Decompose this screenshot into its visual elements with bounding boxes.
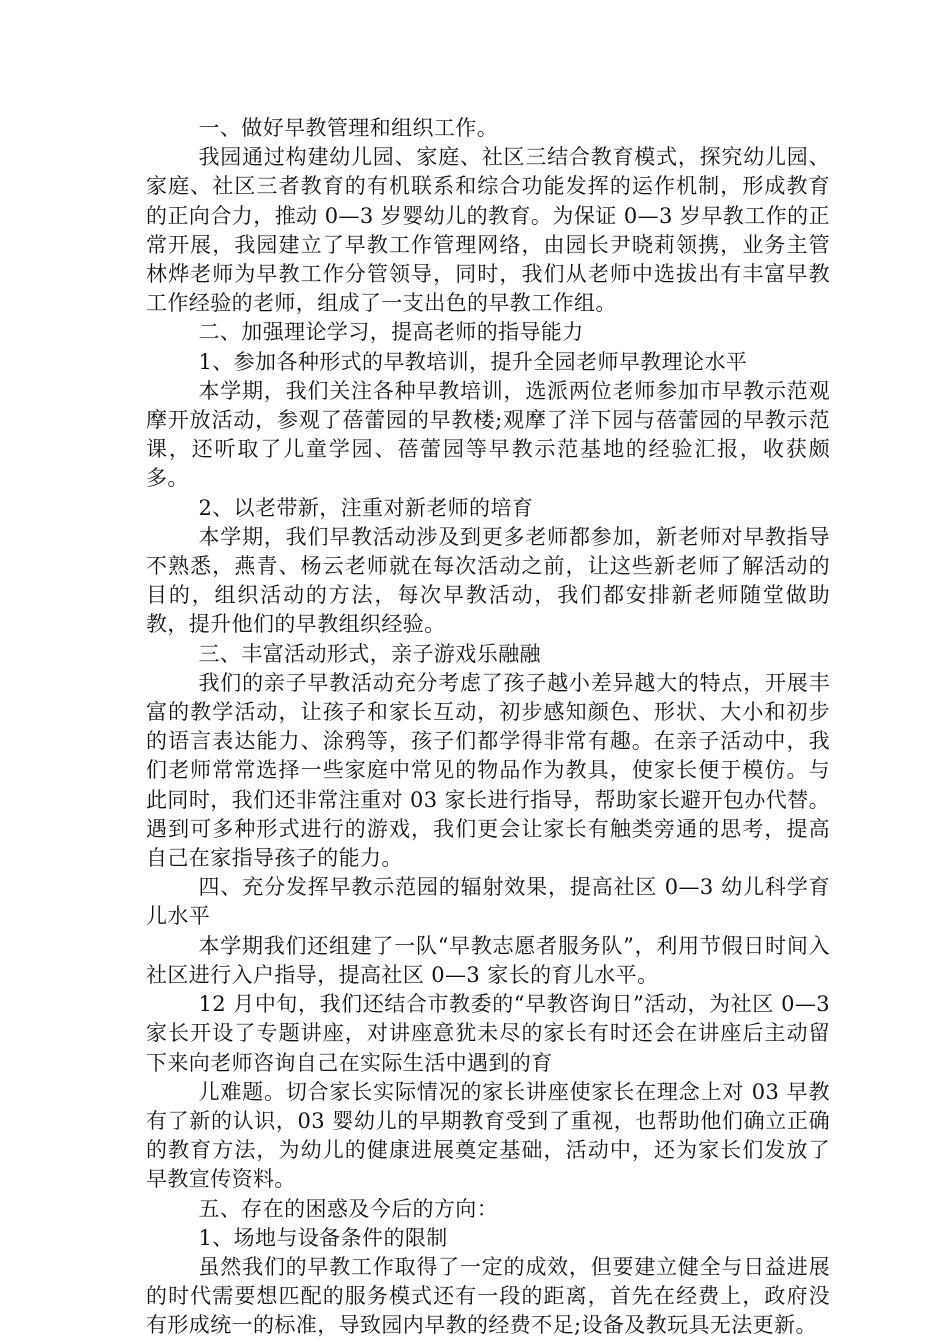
paragraph: 我们的亲子早教活动充分考虑了孩子越小差异越大的特点，开展丰富的教学活动，让孩子和家长互动，初步感知颜色、形状、大小和初步的语言表达能力、涂鸦等，孩子们都学得非常有趣。在亲子活动中，我们老师常常选择一些家庭中常见的物品作为教具，使家长便于模仿。与此同时，我们还非常注重对 03 家长进行指导，帮助家长避开包办代替。遇到可多种形式进行的游戏，我们更会让家长有触类旁通的思考，提高自己在家指导孩子的能力。 [146,670,830,871]
paragraph: 本学期，我们关注各种早教培训，选派两位老师参加市早教示范观摩开放活动，参观了蓓蕾园的早教楼;观摩了洋下园与蓓蕾园的早教示范课，还听取了儿童学园、蓓蕾园等早教示范基地的经验汇报，收获颇多。 [146,378,830,491]
paragraph: 虽然我们的早教工作取得了一定的成效，但要建立健全与日益进展的时代需要想匹配的服务模式还有一段的距离，首先在经费上，政府没有形成统一的标准，导致园内早教的经费不足;设备及教玩具无法更新。 [146,1254,830,1338]
document-body [146,114,830,1341]
subheading: 2、以老带新，注重对新老师的培育 [198,495,534,520]
heading-section-4: 四、充分发挥早教示范园的辐射效果，提高社区 0—3 幼儿科学育儿水平 [146,875,830,929]
paragraph: 本学期，我们早教活动涉及到更多老师都参加，新老师对早教指导不熟悉，燕青、杨云老师就在每次活动之前，让这些新老师了解活动的目的，组织活动的方法，每次早教活动，我们都安排新老师随堂做助教，提升他们的早教组织经验。 [146,524,830,637]
heading-section-2: 二、加强理论学习，提高老师的指导能力 [198,320,584,345]
paragraph: 我园通过构建幼儿园、家庭、社区三结合教育模式，探究幼儿园、家庭、社区三者教育的有机联系和综合功能发挥的运作机制，形成教育的正向合力，推动 0—3 岁婴幼儿的教育。为保证 0—3 岁早教工作的正常开展，我园建立了早教工作管理网络，由园长尹晓莉领携，业务主管林烨老师为早教工作分管领导，同时，我们从老师中选拔出有丰富早教工作经验的老师，组成了一支出色的早教工作组。 [146,145,830,316]
heading-section-5: 五、存在的困惑及今后的方向： [198,1196,499,1221]
subheading: 1、参加各种形式的早教培训，提升全园老师早教理论水平 [198,349,748,374]
subheading: 1、场地与设备条件的限制 [198,1225,448,1250]
heading-section-1: 一、做好早教管理和组织工作。 [198,116,499,140]
paragraph: 本学期我们还组建了一队“早教志愿者服务队”，利用节假日时间入社区进行入户指导，提高社区 0—3 家长的育儿水平。 [146,933,830,987]
paragraph: 儿难题。切合家长实际情况的家长讲座使家长在理念上对 03 早教有了新的认识，03 婴幼儿的早期教育受到了重视，也帮助他们确立正确的教育方法，为幼儿的健康进展奠定基础，活动中，还为家长们发放了早教宣传资料。 [146,1079,830,1192]
heading-section-3: 三、丰富活动形式，亲子游戏乐融融 [198,641,541,666]
paragraph: 12 月中旬，我们还结合市教委的“早教咨询日”活动，为社区 0—3 家长开设了专题讲座，对讲座意犹未尽的家长有时还会在讲座后主动留下来向老师咨询自己在实际生活中遇到的育 [146,992,830,1075]
